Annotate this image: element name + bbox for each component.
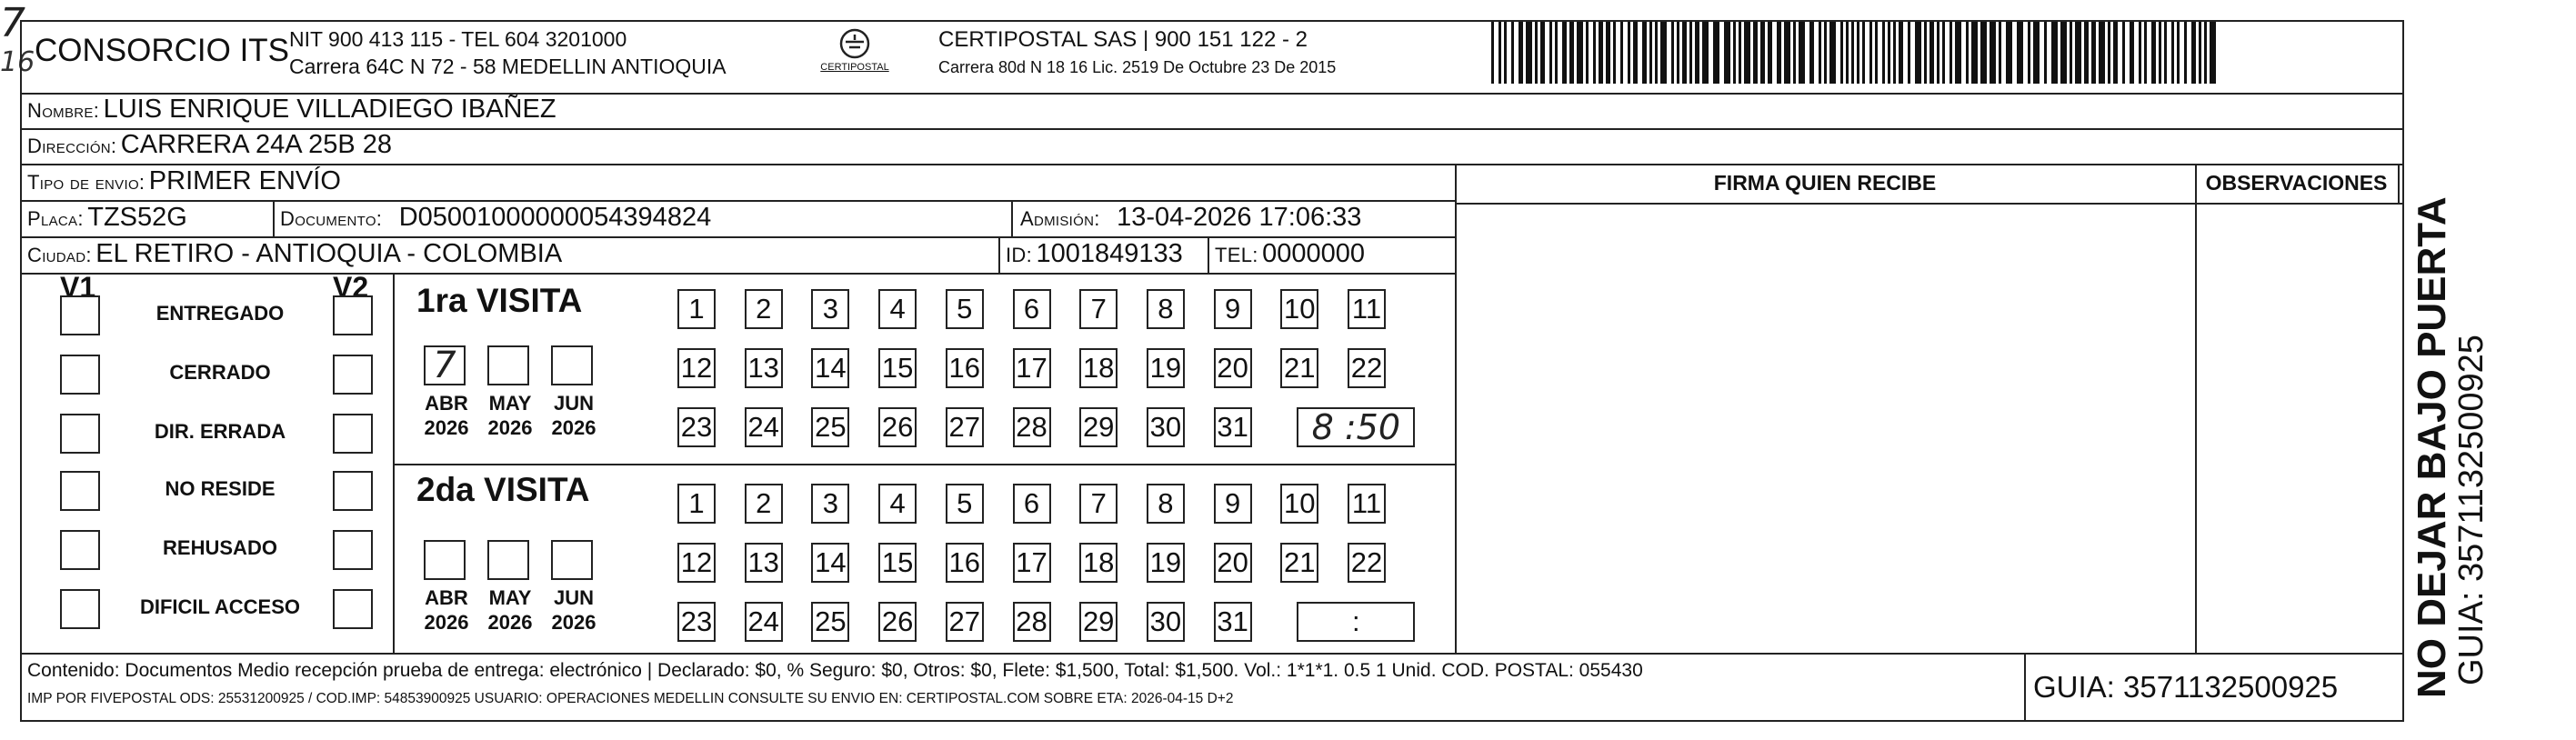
day-box[interactable]: 10 <box>1280 484 1318 524</box>
day-box[interactable]: 18 <box>1079 543 1118 583</box>
v2-checkbox[interactable] <box>333 471 373 511</box>
day-box[interactable]: 20 <box>1214 543 1252 583</box>
form-frame <box>20 20 2404 722</box>
month-checkbox[interactable] <box>551 540 593 580</box>
day-box[interactable]: 30 <box>1147 407 1185 447</box>
day-box[interactable]: 12 <box>677 348 716 388</box>
day-box[interactable]: 29 <box>1079 407 1118 447</box>
admision-value: 13-04-2026 17:06:33 <box>1117 203 1362 232</box>
month-name: ABR <box>425 586 468 609</box>
month-year: 2026 <box>424 416 469 439</box>
day-box[interactable]: 24 <box>745 407 783 447</box>
id-label: ID: <box>1006 244 1033 266</box>
day-box[interactable]: 30 <box>1147 602 1185 642</box>
observaciones-header: OBSERVACIONES <box>2205 171 2388 195</box>
v1-checkbox[interactable] <box>60 295 100 335</box>
v1-checkbox[interactable] <box>60 530 100 570</box>
admision-cell <box>1020 203 1361 233</box>
day-box[interactable]: 19 <box>1147 348 1185 388</box>
v1-checkbox[interactable] <box>60 414 100 454</box>
documento-label: Documento: <box>280 207 383 230</box>
day-box[interactable]: 8 <box>1147 484 1185 524</box>
tipo-label: Tipo de envio: <box>27 171 145 194</box>
day-box[interactable]: 8 <box>1147 289 1185 329</box>
admision-label: Admisión: <box>1020 207 1100 230</box>
day-box[interactable]: 16 <box>946 348 984 388</box>
day-box[interactable]: 9 <box>1214 484 1252 524</box>
documento-cell <box>280 203 711 233</box>
day-box[interactable]: 23 <box>677 602 716 642</box>
day-box[interactable]: 4 <box>878 484 917 524</box>
day-box[interactable]: 25 <box>811 407 849 447</box>
v1-checkbox[interactable] <box>60 355 100 395</box>
visit2-title: 2da VISITA <box>416 471 590 508</box>
day-box[interactable]: 7 <box>1079 289 1118 329</box>
firma-header: FIRMA QUIEN RECIBE <box>1713 171 1937 195</box>
status-label: NO RESIDE <box>165 477 276 500</box>
tel-label: TEL: <box>1215 244 1258 266</box>
day-box[interactable]: 24 <box>745 602 783 642</box>
day-box[interactable]: 15 <box>878 348 917 388</box>
month-name: JUN <box>553 586 594 609</box>
company-address: Carrera 64C N 72 - 58 MEDELLIN ANTIOQUIA <box>289 55 727 78</box>
month-label <box>416 391 476 440</box>
day-box[interactable]: 11 <box>1348 289 1386 329</box>
day-box[interactable]: 2 <box>745 484 783 524</box>
day-box[interactable]: 22 <box>1348 348 1386 388</box>
side-warning: NO DEJAR BAJO PUERTA <box>2410 196 2454 698</box>
day-box[interactable]: 13 <box>745 543 783 583</box>
month-name: JUN <box>553 392 594 415</box>
direccion-label: Dirección: <box>27 135 117 157</box>
nombre-row <box>27 95 556 125</box>
day-box[interactable]: 11 <box>1348 484 1386 524</box>
tel-value: 0000000 <box>1262 239 1366 268</box>
day-box[interactable]: 25 <box>811 602 849 642</box>
day-box[interactable]: 7 <box>1079 484 1118 524</box>
v2-checkbox[interactable] <box>333 589 373 629</box>
month-label <box>480 391 540 440</box>
v1-checkbox[interactable] <box>60 471 100 511</box>
month-name: MAY <box>488 586 532 609</box>
v1-handwritten-mark: 7 <box>0 0 25 46</box>
month-label <box>544 391 604 440</box>
direccion-row <box>27 130 392 160</box>
day-box[interactable]: 12 <box>677 543 716 583</box>
direccion-value: CARRERA 24A 25B 28 <box>120 130 393 159</box>
v2-checkbox[interactable] <box>333 295 373 335</box>
v1-label: V1 <box>60 271 96 304</box>
day-box[interactable]: 13 <box>745 348 783 388</box>
day-box[interactable]: 26 <box>878 407 917 447</box>
month-label <box>480 585 540 635</box>
visit1-title: 1ra VISITA <box>416 282 583 319</box>
day-box[interactable]: 31 <box>1214 407 1252 447</box>
tipo-row <box>27 166 341 196</box>
status-label: DIFICIL ACCESO <box>139 595 300 618</box>
id-value: 1001849133 <box>1036 239 1183 268</box>
day-box[interactable]: 23 <box>677 407 716 447</box>
id-cell <box>1006 239 1183 269</box>
day-box[interactable]: 21 <box>1280 543 1318 583</box>
day-box[interactable]: 1 <box>677 289 716 329</box>
day-box[interactable]: 27 <box>946 602 984 642</box>
day-box[interactable]: 5 <box>946 484 984 524</box>
ciudad-label: Ciudad: <box>27 244 92 266</box>
nombre-value: LUIS ENRIQUE VILLADIEGO IBAÑEZ <box>103 95 556 124</box>
v2-checkbox[interactable] <box>333 530 373 570</box>
month-year: 2026 <box>487 416 533 439</box>
v2-checkbox[interactable] <box>333 355 373 395</box>
tel-cell <box>1215 239 1365 269</box>
day-handwritten-mark: 16 <box>0 46 35 78</box>
footer-contenido: Contenido: Documentos Medio recepción prueba de entrega: electrónico | Declarado: $0, % Seguro: $0, Otros: $0, Flete: $1,500, Total: $1,500. Vol.: 1*1*1. 0.5 1 Unid. COD. POSTAL: 055430 <box>27 660 1643 681</box>
day-box[interactable]: 31 <box>1214 602 1252 642</box>
tipo-value: PRIMER ENVÍO <box>148 166 341 195</box>
day-box[interactable]: 9 <box>1214 289 1252 329</box>
footer-guia: GUIA: 3571132500925 <box>2033 670 2339 704</box>
day-box[interactable]: 17 <box>1013 543 1051 583</box>
day-box[interactable]: 10 <box>1280 289 1318 329</box>
day-box[interactable]: 21 <box>1280 348 1318 388</box>
day-box[interactable]: 15 <box>878 543 917 583</box>
side-guia: GUIA: 3571132500925 <box>2452 335 2491 685</box>
placa-value: TZS52G <box>87 203 187 232</box>
day-box[interactable]: 17 <box>1013 348 1051 388</box>
month-checkbox[interactable] <box>487 345 529 385</box>
month-checkbox[interactable] <box>424 540 466 580</box>
side-text <box>2411 25 2490 698</box>
day-box[interactable]: 26 <box>878 602 917 642</box>
month-handwritten-mark[interactable]: 7 <box>424 345 466 385</box>
time-box[interactable]: : <box>1297 602 1415 642</box>
time-box[interactable]: 8 :50 <box>1297 407 1415 447</box>
status-label: DIR. ERRADA <box>154 420 286 443</box>
month-name: ABR <box>425 392 468 415</box>
month-year: 2026 <box>551 611 596 634</box>
day-box[interactable]: 27 <box>946 407 984 447</box>
placa-cell <box>27 203 187 233</box>
v2-checkbox[interactable] <box>333 414 373 454</box>
day-box[interactable]: 2 <box>745 289 783 329</box>
day-box[interactable]: 5 <box>946 289 984 329</box>
month-label <box>544 585 604 635</box>
footer-imp: IMP POR FIVEPOSTAL ODS: 25531200925 / COD.IMP: 54853900925 USUARIO: OPERACIONES MEDELLIN CONSULTE SU ENVIO EN: CERTIPOSTAL.COM SOBRE ETA: 2026-04-15 D+2 <box>27 691 1234 706</box>
month-label <box>416 585 476 635</box>
status-label: CERRADO <box>169 361 271 384</box>
day-box[interactable]: 3 <box>811 289 849 329</box>
day-box[interactable]: 19 <box>1147 543 1185 583</box>
nombre-label: Nombre: <box>27 99 100 122</box>
day-box[interactable]: 29 <box>1079 602 1118 642</box>
day-box[interactable]: 20 <box>1214 348 1252 388</box>
day-box[interactable]: 14 <box>811 348 849 388</box>
month-checkbox[interactable] <box>551 345 593 385</box>
month-name: MAY <box>488 392 532 415</box>
documento-value: D05001000000054394824 <box>398 203 712 232</box>
day-box[interactable]: 16 <box>946 543 984 583</box>
v1-checkbox[interactable] <box>60 589 100 629</box>
v2-label: V2 <box>333 271 369 304</box>
month-year: 2026 <box>487 611 533 634</box>
day-box[interactable]: 18 <box>1079 348 1118 388</box>
day-box[interactable]: 6 <box>1013 289 1051 329</box>
day-box[interactable]: 1 <box>677 484 716 524</box>
ciudad-cell <box>27 239 562 269</box>
day-box[interactable]: 28 <box>1013 407 1051 447</box>
month-checkbox[interactable] <box>487 540 529 580</box>
month-year: 2026 <box>424 611 469 634</box>
month-year: 2026 <box>551 416 596 439</box>
day-box[interactable]: 6 <box>1013 484 1051 524</box>
company-nit: NIT 900 413 115 - TEL 604 3201000 <box>289 27 627 51</box>
day-box[interactable]: 3 <box>811 484 849 524</box>
company-name: CONSORCIO ITS <box>35 33 290 68</box>
carrier-name: CERTIPOSTAL SAS | 900 151 122 - 2 <box>938 27 1308 52</box>
day-box[interactable]: 4 <box>878 289 917 329</box>
day-box[interactable]: 22 <box>1348 543 1386 583</box>
day-box[interactable]: 28 <box>1013 602 1051 642</box>
logo-text: CERTIPOSTAL <box>820 62 889 73</box>
status-label: ENTREGADO <box>155 302 285 325</box>
carrier-address: Carrera 80d N 18 16 Lic. 2519 De Octubre 23 De 2015 <box>938 58 1337 76</box>
day-box[interactable]: 14 <box>811 543 849 583</box>
status-label: REHUSADO <box>163 536 277 559</box>
placa-label: Placa: <box>27 207 84 230</box>
ciudad-value: EL RETIRO - ANTIOQUIA - COLOMBIA <box>95 239 563 268</box>
